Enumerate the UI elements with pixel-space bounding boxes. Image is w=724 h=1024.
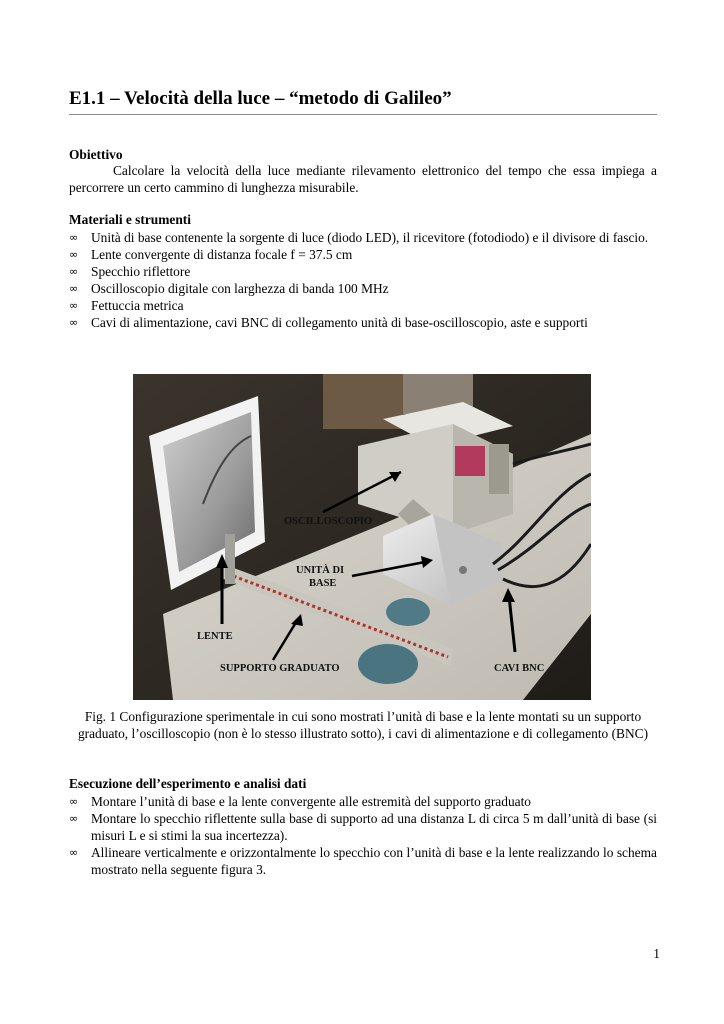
list-item-text: Lente convergente di distanza focale f = 37.5 cm (91, 247, 353, 262)
list-item (69, 314, 657, 331)
bullet-icon: ∞ (69, 812, 79, 825)
list-item (69, 810, 657, 844)
base-unit-label-line1: UNITÀ DI (296, 565, 345, 576)
bullet-icon: ∞ (69, 299, 79, 312)
list-item (69, 229, 657, 246)
list-item (69, 844, 657, 878)
support-label: SUPPORTO GRADUATO (220, 663, 340, 674)
experiment-illustration (133, 374, 591, 700)
bullet-icon: ∞ (69, 265, 79, 278)
bullet-icon: ∞ (69, 316, 79, 329)
list-item-text: Cavi di alimentazione, cavi BNC di collegamento unità di base-oscilloscopio, aste e supporti (91, 315, 588, 330)
materials-heading: Materiali e strumenti (69, 212, 191, 227)
list-item (69, 297, 657, 314)
materials-list (69, 229, 657, 331)
list-item (69, 793, 657, 810)
list-item-text: Montare l’unità di base e la lente convergente alle estremità del supporto graduato (91, 794, 531, 809)
experiment-photo (133, 374, 591, 700)
figure-caption: Fig. 1 Configurazione sperimentale in cui sono mostrati l’unità di base e la lente montati su un supporto graduato, l’oscilloscopio (non è lo stesso illustrato sotto), i cavi di alimentazione e di collegamento (BNC) (77, 709, 649, 741)
objective-heading: Obiettivo (69, 147, 123, 162)
bullet-icon: ∞ (69, 795, 79, 808)
bullet-icon: ∞ (69, 231, 79, 244)
bullet-icon: ∞ (69, 248, 79, 261)
list-item (69, 280, 657, 297)
list-item-text: Allineare verticalmente e orizzontalmente lo specchio con l’unità di base e la lente realizzando lo schema mostrato nella seguente figura 3. (91, 845, 657, 877)
list-item (69, 263, 657, 280)
page-number: 1 (653, 946, 660, 961)
list-item-text: Montare lo specchio riflettente sulla base di supporto ad una distanza L di circa 5 m dall’unità di base (si misuri L e si stimi la sua incertezza). (91, 811, 657, 843)
base-unit-label-line2: BASE (309, 578, 337, 589)
lens-label: LENTE (197, 631, 233, 642)
list-item-text: Fettuccia metrica (91, 298, 184, 313)
objective-text: Calcolare la velocità della luce mediante rilevamento elettronico del tempo che essa impiega a percorrere un certo cammino di lunghezza misurabile. (69, 163, 657, 195)
list-item-text: Oscilloscopio digitale con larghezza di banda 100 MHz (91, 281, 389, 296)
list-item (69, 246, 657, 263)
list-item-text: Specchio riflettore (91, 264, 191, 279)
bullet-icon: ∞ (69, 282, 79, 295)
objective-paragraph (69, 162, 657, 196)
bnc-cables-label: CAVI BNC (494, 663, 545, 674)
page-title: E1.1 – Velocità della luce – “metodo di Galileo” (69, 86, 657, 115)
bullet-icon: ∞ (69, 846, 79, 859)
oscilloscope-label: OSCILLOSCOPIO (284, 516, 373, 527)
list-item-text: Unità di base contenente la sorgente di luce (diodo LED), il ricevitore (fotodiodo) e il divisore di fascio. (91, 230, 649, 245)
procedure-list (69, 793, 657, 878)
procedure-heading: Esecuzione dell’esperimento e analisi dati (69, 776, 307, 791)
